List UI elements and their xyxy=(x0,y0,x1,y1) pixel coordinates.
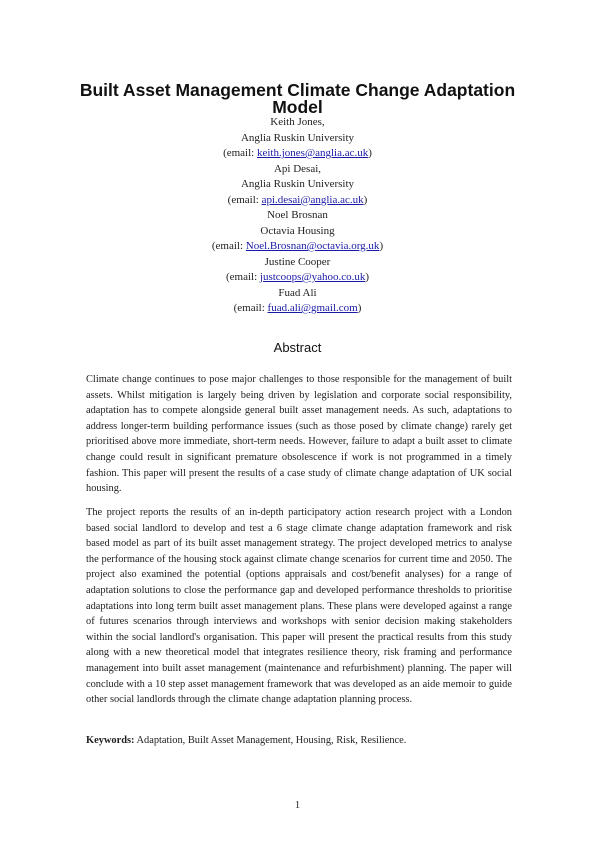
author-email-line xyxy=(60,193,535,209)
email-link[interactable]: Noel.Brosnan@octavia.org.uk xyxy=(245,240,380,252)
email-prefix: (email: xyxy=(211,240,246,252)
author-affiliation: Octavia Housing xyxy=(260,224,335,237)
email-suffix: ) xyxy=(357,302,362,314)
email-prefix: (email: xyxy=(233,302,268,314)
author-name: Noel Brosnan xyxy=(267,209,328,221)
email-link[interactable]: keith.jones@anglia.ac.uk xyxy=(256,147,369,159)
page-number: 1 xyxy=(294,800,301,811)
abstract-paragraph: Climate change continues to pose major challenges to those responsible for the management of built assets. Whilst mitigation is largely being driven by legislation and corporate social responsibility, adaptation has to compete alongside general built asset management needs. As such, adaptations to address longer-term building performance issues (such as those posed by climate change) rarely get prioritised above more immediate, short-term needs. However, failure to adapt a built asset to climate change could result in significant premature obsolescence if work is not programmed in a timely fashion. This paper will present the results of a case study of climate change adaptation of UK social housing. xyxy=(86,374,512,495)
email-link[interactable]: api.desai@anglia.ac.uk xyxy=(261,193,364,206)
email-suffix: ) xyxy=(363,193,368,206)
author-affiliation: Anglia Ruskin University xyxy=(240,131,355,144)
author-name: Api Desai, xyxy=(273,162,322,175)
email-link[interactable]: fuad.ali@gmail.com xyxy=(267,302,358,314)
abstract-paragraph: The project reports the results of an in-depth participatory action research project with a London based social landlord to develop and test a 6 stage climate change adaptation framework and risk based model as part of its built asset management strategy. The project developed metrics to analyse the performance of the housing stock against climate change scenarios for current time and 2050. The project also examined the potential (options appraisals and cost/benefit analyses) for a range of adaptation solutions to close the performance gap and developed performance thresholds to prioritise adaptations into long term built asset management plans. These plans were developed against a range of futures scenarios through interviews and workshops with senior decision making stakeholders within the social landlord's organisation. This paper will present the practical results from this study along with a new theoretical model that integrates resilience theory, risk framing and performance management into built asset management (maintenance and refurbishment) planning. The paper will conclude with a 10 step asset management framework that was developed as an aide memoir to guide other social landlords through the climate change adaptation planning process. xyxy=(86,507,512,706)
author-affiliation: Anglia Ruskin University xyxy=(240,178,355,190)
author-email-line xyxy=(60,146,535,162)
email-prefix: (email: xyxy=(227,193,262,206)
keywords-label: Keywords: xyxy=(86,735,135,746)
author-name: Fuad Ali xyxy=(278,286,317,299)
author-name: Keith Jones, xyxy=(270,116,325,128)
keywords-line xyxy=(86,733,512,748)
author-email-line xyxy=(60,270,535,286)
author-email-line xyxy=(60,239,535,255)
paper-title: Built Asset Management Climate Change Adaptation Model xyxy=(79,80,516,117)
abstract-heading: Abstract xyxy=(273,340,322,355)
email-prefix: (email: xyxy=(223,147,257,159)
keywords-text: Adaptation, Built Asset Management, Housing, Risk, Resilience. xyxy=(134,735,407,746)
email-suffix: ) xyxy=(379,240,384,252)
email-suffix: ) xyxy=(368,147,372,159)
author-email-line xyxy=(60,301,535,317)
email-suffix: ) xyxy=(365,271,370,283)
email-link[interactable]: justcoops@yahoo.co.uk xyxy=(259,271,366,283)
email-prefix: (email: xyxy=(225,271,260,283)
author-block xyxy=(60,115,535,317)
author-name: Justine Cooper xyxy=(264,255,331,268)
